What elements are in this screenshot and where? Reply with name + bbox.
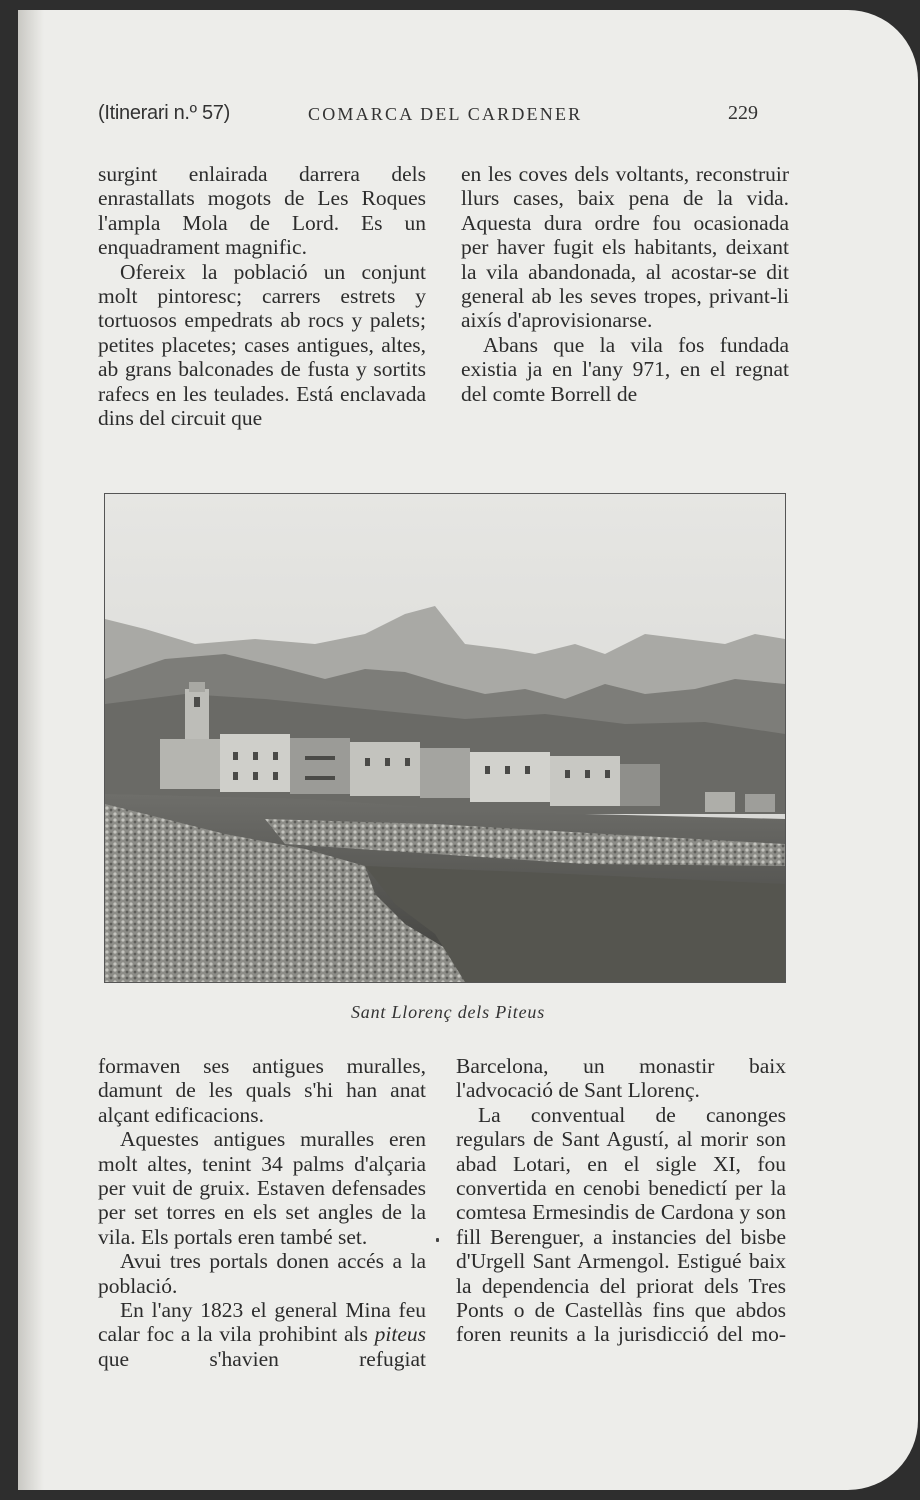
paragraph [98,1298,426,1371]
print-speck [436,1238,439,1242]
paragraph: Aquestes antigues muralles eren molt altes, tenint 34 palms d'alçaria per vuit de gruix. Estaven defensades per set torres en els set angles de la vila. Els portals eren també set. [98,1127,426,1249]
italic-word: piteus [374,1322,426,1347]
paragraph: Barcelona, un monastir baix l'advocació de Sant Llorenç. [456,1054,786,1103]
paragraph: Abans que la vila fos fundada existia ja en l'any 971, en el regnat del comte Borrell de [461,332,789,406]
landscape-image [105,494,785,982]
paragraph: Ofereix la població un conjunt molt pintoresc; carrers estrets y tortuosos empedrats ab rocs y palets; petites placetes; cases antigues, altes, ab grans balconades de fusta y sortits rafecs en les teulades. Está enclavada dins del circuit que [98,259,426,431]
paragraph: en les coves dels voltants, reconstruir llurs cases, baix pena de la vida. Aquesta dura ordre fou ocasionada per haver fugit els habitants, deixant la vila abandonada, al acostar-se dit general ab les seves tropes, privant-li aixís d'aprovisionarse. [461,162,789,333]
village-photograph [104,493,786,983]
figure-caption: Sant Llorenç dels Piteus [350,1002,545,1022]
page-number: 229 [728,102,758,124]
itinerary-reference: (Itinerari n.º 57) [98,102,230,124]
column-top-right [461,162,789,406]
page-gutter [18,10,44,1490]
paragraph: surgint enlairada darrera dels enrastallats mogots de Les Roques l'ampla Mola de Lord. Es un enquadrament magnific. [98,162,426,260]
paragraph: formaven ses antigues muralles, damunt de les quals s'hi han anat alçant edificacions. [98,1054,426,1127]
text-run: que s'havien refugiat [98,1346,426,1371]
running-head [98,102,758,132]
column-bottom-right [456,1054,786,1347]
column-bottom-left [98,1054,426,1371]
paragraph: Avui tres portals donen accés a la població. [98,1249,426,1298]
book-page [18,10,918,1490]
text-run: En l'any 1823 el general Mina feu calar foc a la vila prohibint als [98,1298,426,1347]
column-top-left [98,162,426,430]
paragraph: La conventual de canonges regulars de Sant Agustí, al morir son abad Lotari, en el sigle XI, fou convertida en cenobi benedictí per la comtesa Ermesindis de Cardona y son fill Berenguer, a instancies del bisbe d'Urgell Sant Armengol. Estigué baix la dependencia del priorat dels Tres Ponts o de Castellàs fins que abdos foren reunits a la jurisdicció del mo- [456,1102,786,1347]
section-title: COMARCA DEL CARDENER [308,104,583,124]
